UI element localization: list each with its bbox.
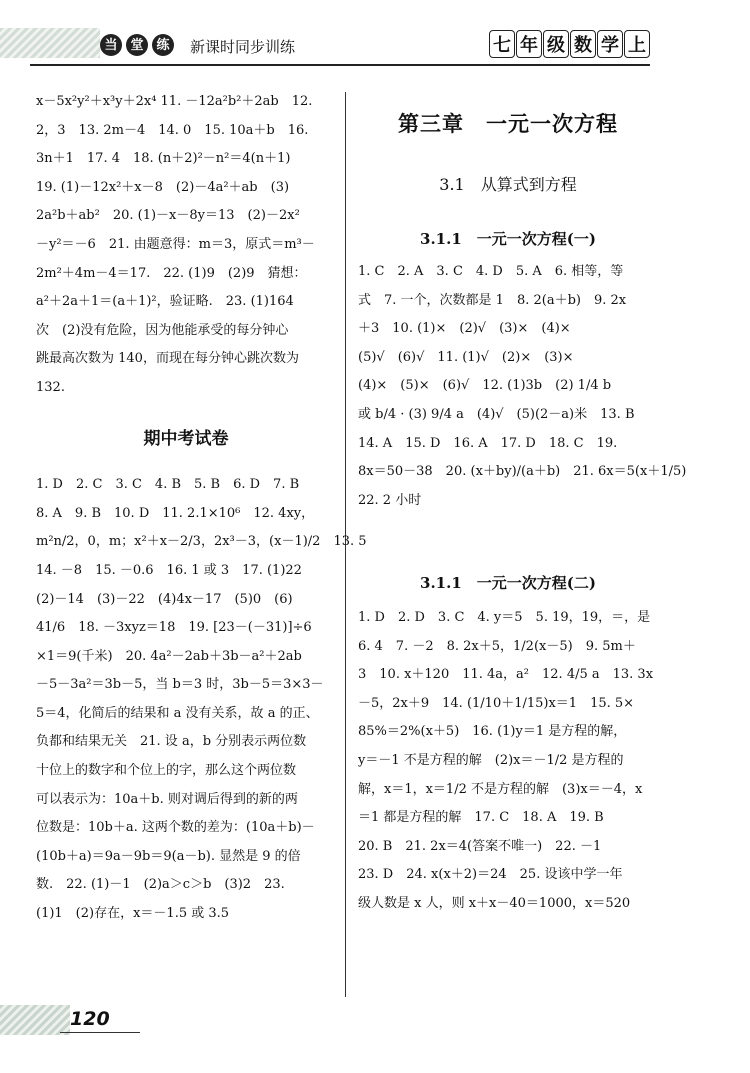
answer-line: －5－3a²＝3b－5，当 b＝3 时，3b－5＝3×3－ [36,677,324,693]
answer-line: 2，3 13. 2m－4 14. 0 15. 10a＋b 16. [36,122,309,138]
answer-line: 可以表示为：10a＋b. 则对调后得到的新的两 [36,791,298,807]
answer-line: 8x＝50－38 20. (x＋by)/(a＋b) 21. 6x＝5(x＋1/5) [358,464,687,480]
page-number: 120 [70,1008,110,1030]
subject-char: 级 [543,30,569,58]
answer-line: 十位上的数字和个位上的字，那么这个两位数 [36,763,297,779]
subsection-1-answers [358,258,687,515]
footer-rule [60,1032,140,1033]
subsection-title: 3.1.1 一元一次方程(一) [420,230,596,248]
answer-line: 19. (1)－12x²＋x－8 (2)－4a²＋ab (3) [36,179,290,195]
subject-char: 年 [516,30,542,58]
answer-line: 2a²b＋ab² 20. (1)－x－8y＝13 (2)－2x² [36,208,300,224]
answer-line: 14. －8 15. －0.6 16. 1 或 3 17. (1)22 [36,562,302,578]
answer-line: －y²＝－6 21. 由题意得：m＝3，原式＝m³－ [36,236,315,252]
section-title: 3.1 从算式到方程 [439,175,577,194]
answer-line: 跳最高次数为 140，而现在每分钟心跳次数为 [36,351,299,367]
answer-line: y＝－1 不是方程的解 (2)x＝－1/2 是方程的 [358,752,624,768]
answer-line: 2m²＋4m－4＝17. 22. (1)9 (2)9 猜想： [36,265,307,281]
answer-line: 3 10. x＋120 11. 4a，a² 12. 4/5 a 13. 3x [358,667,654,683]
answer-line: 14. A 15. D 16. A 17. D 18. C 19. [358,435,618,451]
answer-line: 85%＝2%(x＋5) 16. (1)y＝1 是方程的解， [358,724,627,740]
answer-line: 或 b/4 · (3) 9/4 a (4)√ (5)(2－a)米 13. B [358,406,635,422]
series-title: 新课时同步训练 [190,38,296,56]
answer-line: 次 (2)没有危险，因为他能承受的每分钟心 [36,322,289,338]
brand-char: 堂 [126,34,148,56]
subject-char: 七 [489,30,515,58]
answer-line: 5＝4，化简后的结果和 a 没有关系，故 a 的正、 [36,705,319,721]
subject-char: 数 [570,30,596,58]
answer-line: 6. 4 7. －2 8. 2x＋5，1/2(x－5) 9. 5m＋ [358,638,636,654]
answer-line: 数. 22. (1)－1 (2)a＞c＞b (3)2 23. [36,877,285,893]
exam-title: 期中考试卷 [143,428,229,449]
answer-line: (2)－14 (3)－22 (4)4x－17 (5)0 (6) [36,591,293,607]
answer-line: 20. B 21. 2x＝4(答案不唯一) 22. －1 [358,838,602,854]
header-decoration [0,28,100,58]
subject-label [489,30,650,58]
brand-char: 练 [152,34,174,56]
answer-line: m²n/2，0，m；x²＋x－2/3，2x³－3，(x－1)/2 13. 5 [36,534,367,550]
answer-line: 1. D 2. C 3. C 4. B 5. B 6. D 7. B [36,477,300,493]
subsection-2-answers [358,604,658,919]
subject-char: 上 [624,30,650,58]
answer-line: －5，2x＋9 14. (1/10＋1/15)x＝1 15. 5× [358,695,635,711]
answer-line: ＝1 都是方程的解 17. C 18. A 19. B [358,810,604,826]
answer-line: x－5x²y²＋x³y＋2x⁴ 11. －12a²b²＋2ab 12. [36,94,313,109]
footer-decoration [0,1005,70,1035]
answer-line: (10b＋a)＝9a－9b＝9(a－b). 显然是 9 的倍 [36,848,301,864]
brand-char: 当 [100,34,122,56]
subsection-title: 3.1.1 一元一次方程(二) [420,574,596,592]
chapter-title: 第三章 一元一次方程 [398,112,618,136]
answer-line: 级人数是 x 人，则 x＋x－40＝1000，x＝520 [358,895,631,911]
answer-line: 41/6 18. －3xyz＝18 19. [23－(－31)]÷6 [36,620,312,636]
answer-line: (1)1 (2)存在，x＝－1.5 或 3.5 [36,906,230,922]
answer-line: 22. 2 小时 [358,492,422,508]
answer-line: 解，x＝1，x＝1/2 不是方程的解 (3)x＝－4，x [358,781,643,797]
subject-char: 学 [597,30,623,58]
left-column [36,88,367,929]
answer-line: 式 7. 一个，次数都是 1 8. 2(a＋b) 9. 2x [358,292,627,308]
answer-line: a²＋2a＋1＝(a＋1)²，验证略. 23. (1)164 [36,294,294,310]
answer-line: 8. A 9. B 10. D 11. 2.1×10⁶ 12. 4xy， [36,505,315,521]
answer-line: 23. D 24. x(x＋2)＝24 25. 设该中学一年 [358,867,623,883]
answer-line: 1. D 2. D 3. C 4. y＝5 5. 19，19，＝，是 [358,610,651,625]
answer-line: 132. [36,379,65,395]
answer-line: (4)× (5)× (6)√ 12. (1)3b (2) 1/4 b [358,378,612,394]
answer-line: 负都和结果无关 21. 设 a，b 分别表示两位数 [36,734,307,750]
answer-line: ＋3 10. (1)× (2)√ (3)× (4)× [358,321,571,337]
answer-line: 3n＋1 17. 4 18. (n＋2)²－n²＝4(n＋1) [36,151,291,167]
page-header [0,0,750,70]
answer-line: (5)√ (6)√ 11. (1)√ (2)× (3)× [358,349,574,365]
header-rule [30,64,650,66]
brand-logo [100,34,174,56]
answer-line: ×1＝9(千米) 20. 4a²－2ab＋3b－a²＋2ab [36,648,302,664]
answer-line: 1. C 2. A 3. C 4. D 5. A 6. 相等，等 [358,264,624,279]
answer-line: 位数是：10b＋a. 这两个数的差为：(10a＋b)－ [36,820,315,836]
